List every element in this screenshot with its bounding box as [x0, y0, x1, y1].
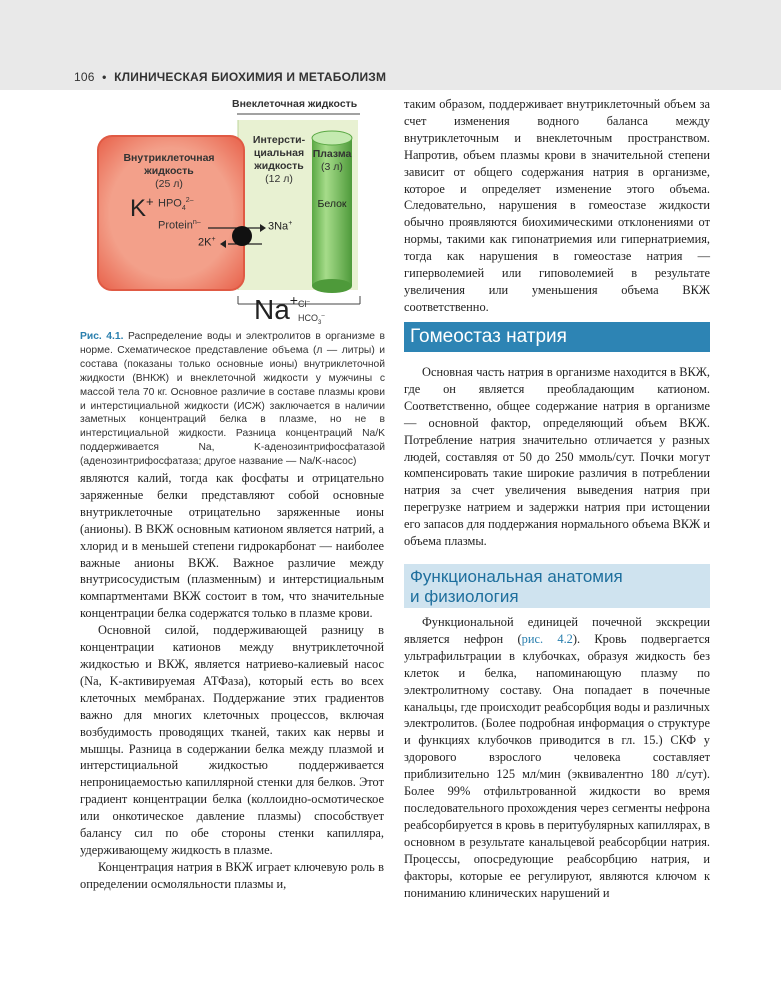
isf-label-line1: Интерсти-: [252, 134, 306, 146]
left-paragraph-2: Основной силой, поддерживающей разницу в концентрации катионов между внутриклеточной жидкостью и ВКЖ, является натриево-калиевый насос (Na, K-активируемая АТФаза), который есть во всех клеточных мембранах. Поддержание этих градиентов важно для многих клеточных процессов, включая возбудимость проводящих тканей, таких как нервы и мышцы. Разница в содержании белка между плазмой и интерстициальной жидкостью поддерживается непроницаемостью капиллярной стенки для белков. Этот градиент концентрации белка (коллоидно-осмотическое или онкотическое давление плазмы) способствует балансу сил по обе стороны стенки капилляра, удерживающему жидкость в плазме.: [80, 623, 384, 857]
isf-label-line2: циальная: [253, 147, 305, 159]
ecf-anion-bicarbonate: [298, 310, 325, 329]
running-header: [74, 70, 386, 84]
ecf-cation-symbol: Na: [254, 294, 290, 325]
page-number: 106: [74, 70, 95, 84]
icf-cation-symbol: K: [130, 195, 147, 222]
running-title: КЛИНИЧЕСКАЯ БИОХИМИЯ И МЕТАБОЛИЗМ: [114, 70, 387, 84]
figure-4-2-reference[interactable]: рис. 4.2: [521, 631, 573, 646]
isf-volume: (12 л): [265, 173, 293, 185]
ecf-label: Внеклеточная жидкость: [232, 98, 358, 110]
pump-na-label: [268, 220, 292, 233]
chloride-charge: –: [306, 299, 310, 305]
section-heading-line1: Функциональная анатомия: [410, 567, 623, 586]
plasma-protein-label: Белок: [317, 198, 347, 210]
section-sodium-homeostasis-body: [404, 364, 710, 550]
chloride-formula: Cl: [298, 299, 307, 309]
plasma-volume: (3 л): [321, 161, 343, 173]
section-functional-anatomy-body: [404, 614, 710, 901]
left-column: [80, 470, 384, 893]
na-k-pump: [232, 226, 252, 246]
isf-label-line3: жидкость: [254, 160, 304, 172]
protein-label: Protein: [158, 219, 193, 232]
icf-anion-protein: [158, 216, 201, 233]
figure-caption-text: Распределение воды и электролитов в организме в норме. Схематическое представление объема (л — литры) и состава (показаны только основные ионы) внутриклеточной жидкости (ВНКЖ) и внеклеточной жидкости у мужчины с массой тела 70 кг. Основное различие в составе плазмы крови и интерстициальной жидкости (ИСЖ) заключается в наличии заметных концентраций белка в плазме, но не в интерстициальной жидкости. Разница концентраций Na/K поддерживается Na, K-аденозинтрифосфатазой (аденозинтрифосфатаза; другое название — Na/K-насос): [80, 331, 385, 468]
bicarbonate-subscript: 3: [318, 319, 322, 326]
functional-anatomy-text-a: Функциональной единицей почечной экскреции является нефрон (: [404, 615, 710, 646]
ecf-cation: [254, 292, 298, 326]
bicarbonate-formula: HCO: [298, 313, 318, 323]
functional-anatomy-text-b: ). Кровь подвергается ультрафильтрации в клубочках, образуя жидкость без клеток и белка, напоминающую плазму по электролитному составу. Она попадает в почечные канальцы, где происходит реабсорбция воды и различных электролитов. (Более подробная информация о структуре и функциях клубочков приводится в гл. 15.) СКФ у здорового взрослого человека составляет приблизительно 125 мл/мин (эквивалентно 180 л/сут). Более 99% отфильтрованной жидкости во время последовательного прохождения через сегменты нефрона реабсорбируется в кровь в перитубулярных капиллярах, в основном в результате канальцевой реабсорбции натрия. Процессы, опосредующие реабсорбцию натрия, и факторы, которые ее регулируют, являются ключом к пониманию клинических нарушений и: [404, 631, 710, 900]
protein-charge: n–: [192, 218, 201, 226]
phosphate-formula: HPO: [158, 197, 182, 210]
pump-k-text: 2K: [198, 236, 212, 249]
pump-k-charge: +: [211, 236, 216, 243]
figure-caption-label: Рис. 4.1.: [80, 331, 124, 342]
right-paragraph-1: таким образом, поддерживает внутриклеточный объем за счет изменения водного баланса между внутриклеточным и внеклеточным пространством. Напротив, объем плазмы крови в значительной степени зависит от общего содержания натрия в организме, которое и определяет изменение этого объема. Следовательно, нарушения в гомеостазе жидкости обычно проявляются биохимическими отклонениями от нормы, такими как гипонатриемия или гипернатриемия, тогда как нарушения в гомеостазе натрия — гиперволемией или гиповолемией в результате увеличения или уменьшения объема ВКЖ соответственно.: [404, 97, 710, 314]
left-paragraph-1: являются калий, тогда как фосфаты и отрицательно заряженные белки представляют собой основные внутриклеточные отрицательно заряженные ионы (анионы). В ВКЖ основным катионом является натрий, а хлорид и в меньшей степени гидрокарбонат — наиболее важные анионы ВКЖ. Важное различие между внутрисосудистым (плазменным) и интерстициальным компартментами ВКЖ состоит в том, что значительные концентрации белка содержатся только в плазме крови.: [80, 471, 384, 621]
plasma-label: [310, 148, 354, 174]
figure-caption: [80, 330, 385, 469]
sodium-homeostasis-paragraph: Основная часть натрия в организме находится в ВКЖ, где он является преобладающим катионом. Соответственно, общее содержание натрия в организме — основной фактор, определяющий объем ВКЖ. Потребление натрия значительно отличается у разных людей, составляя от 50 до 250 ммоль/сут. Почки могут компенсировать такие широкие различия в потреблении натрия за счет увеличения выведения натрия при перегрузке натрием и задержки натрия при истощении его запасов для поддержания нормального объема ВКЖ и объема плазмы.: [404, 365, 710, 549]
plasma-label-text: Плазма: [312, 148, 352, 160]
icf-anions: [158, 194, 201, 233]
icf-label-line2: жидкость: [144, 165, 194, 177]
plasma-cylinder-top: [312, 131, 352, 145]
phosphate-subscript: 4: [181, 204, 186, 212]
ecf-cation-charge: +: [289, 292, 298, 308]
plasma-cylinder-bottom: [312, 279, 352, 293]
icf-cation-charge: +: [146, 194, 154, 209]
right-column-top: [404, 96, 710, 316]
section-heading-sodium-homeostasis: Гомеостаз натрия: [404, 322, 710, 352]
pump-k-label: [198, 236, 216, 249]
pump-na-text: 3Na: [268, 220, 289, 233]
section-heading-functional-anatomy: [404, 564, 710, 608]
icf-anion-phosphate: [158, 194, 201, 216]
phosphate-charge: 2–: [185, 197, 194, 204]
icf-label: [104, 152, 234, 191]
section-heading-line2: и физиология: [410, 587, 519, 606]
ecf-anions: [298, 296, 325, 329]
functional-anatomy-paragraph: [404, 614, 710, 901]
header-bullet: •: [102, 70, 107, 84]
ecf-anion-chloride: [298, 296, 325, 310]
bicarbonate-charge: –: [321, 313, 325, 319]
figure-4-1: [92, 96, 388, 328]
icf-volume: (25 л): [155, 178, 183, 190]
left-paragraph-3: Концентрация натрия в ВКЖ играет ключевую роль в определении осмоляльности плазмы и,: [80, 859, 384, 891]
icf-label-line1: Внутриклеточная: [123, 152, 215, 164]
pump-na-charge: +: [288, 220, 293, 227]
isf-label: [250, 134, 308, 186]
icf-cation: [130, 194, 154, 223]
